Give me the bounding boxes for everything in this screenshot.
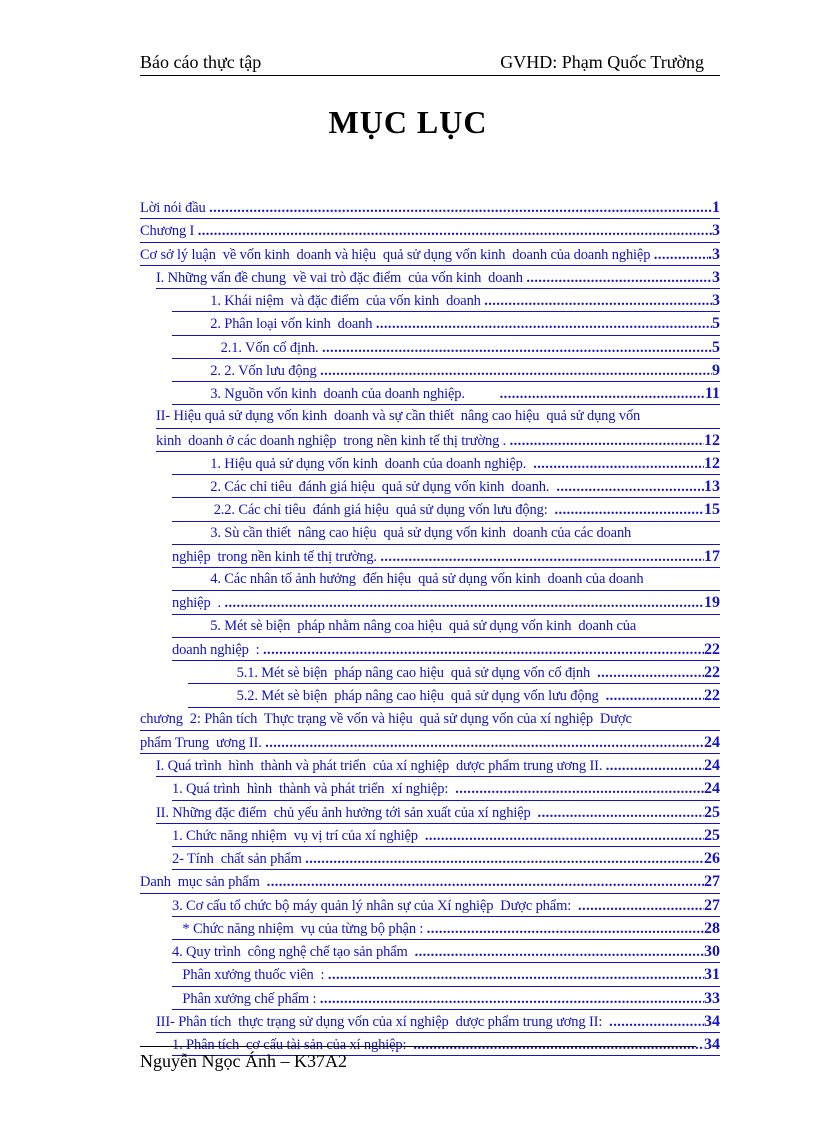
toc-entry[interactable] bbox=[140, 336, 720, 359]
toc-page-number[interactable]: 25 bbox=[704, 826, 720, 844]
toc-entry[interactable] bbox=[140, 824, 720, 847]
toc-entry[interactable] bbox=[140, 731, 720, 754]
toc-entry-label[interactable]: III- Phân tích thực trạng sử dụng vốn của xí nghiệp dược phẩm trung ương II: bbox=[156, 1013, 610, 1030]
toc-page-number[interactable]: 3 bbox=[712, 222, 720, 240]
toc-entry[interactable] bbox=[140, 894, 720, 917]
toc-entry-label[interactable]: Danh mục sản phẩm bbox=[140, 874, 267, 891]
toc-entry-label[interactable]: kinh doanh ở các doanh nghiệp trong nền kinh tế thị trường . bbox=[156, 432, 510, 449]
toc-entry[interactable] bbox=[140, 568, 720, 591]
toc-dot-leader bbox=[328, 964, 704, 987]
toc-entry[interactable] bbox=[140, 289, 720, 312]
toc-dot-leader bbox=[606, 755, 704, 778]
toc-page-number[interactable]: 33 bbox=[704, 989, 720, 1007]
toc-entry[interactable] bbox=[140, 847, 720, 870]
toc-entry-label[interactable]: 5.1. Mét sè biện pháp nâng cao hiệu quả sử dụng vốn cố định bbox=[188, 665, 598, 681]
page-header bbox=[140, 52, 720, 76]
toc-entry-label[interactable]: * Chức năng nhiệm vụ của từng bộ phận : bbox=[172, 920, 427, 937]
toc-entry-label[interactable]: 3. Sù cần thiết nâng cao hiệu quả sử dụng vốn kinh doanh của các doanh bbox=[172, 524, 635, 541]
toc-page-number[interactable]: 9 bbox=[712, 361, 720, 379]
toc-page-number[interactable]: 15 bbox=[704, 501, 720, 519]
toc-entry[interactable] bbox=[140, 312, 720, 335]
toc-entry-label[interactable]: 4. Các nhân tố ảnh hưởng đến hiệu quả sử dụng vốn kinh doanh của doanh bbox=[172, 571, 647, 587]
toc-dot-leader bbox=[198, 220, 712, 243]
toc-dot-leader bbox=[578, 895, 704, 918]
toc-page-number[interactable]: 22 bbox=[704, 640, 720, 658]
toc-dot-leader bbox=[415, 941, 704, 964]
toc-entry[interactable] bbox=[140, 638, 720, 661]
toc-dot-leader bbox=[267, 871, 704, 894]
toc-entry[interactable] bbox=[140, 754, 720, 777]
toc-entry-label[interactable]: doanh nghiệp : bbox=[172, 641, 264, 658]
toc-entry-label[interactable]: nghiệp trong nền kinh tế thị trường. bbox=[172, 548, 381, 565]
toc-dot-leader bbox=[533, 453, 704, 476]
header-divider bbox=[140, 75, 720, 76]
toc-entry[interactable] bbox=[140, 987, 720, 1010]
toc-entry[interactable] bbox=[140, 219, 720, 242]
toc-entry[interactable] bbox=[140, 801, 720, 824]
toc-entry-label[interactable]: 1. Khái niệm và đặc điểm của vốn kinh doanh bbox=[172, 293, 485, 309]
toc-entry-label[interactable]: 2- Tính chất sản phẩm bbox=[172, 851, 306, 867]
toc-entry-label[interactable]: 4. Quy trình công nghệ chế tạo sản phẩm bbox=[172, 944, 415, 960]
toc-entry[interactable] bbox=[140, 429, 720, 452]
toc-dot-leader bbox=[425, 825, 704, 848]
toc-page-number[interactable]: 34 bbox=[704, 1012, 720, 1030]
toc-entry[interactable] bbox=[140, 405, 720, 428]
toc-entry-label[interactable]: Phân xưởng chế phẩm : bbox=[172, 990, 320, 1007]
toc-page-number[interactable]: 11 bbox=[704, 385, 720, 402]
toc-entry-label[interactable]: 2.1. Vốn cố định. bbox=[172, 339, 322, 356]
toc-page-number[interactable]: 22 bbox=[704, 664, 720, 681]
toc-page-number[interactable]: 1 bbox=[712, 199, 720, 216]
toc-page-number[interactable]: 22 bbox=[704, 687, 720, 705]
toc-page-number[interactable]: 3 bbox=[712, 292, 720, 309]
page-footer: Nguyễn Ngọc Ánh – K37A2 bbox=[140, 1051, 347, 1071]
toc-entry[interactable] bbox=[140, 196, 720, 219]
toc-entry[interactable] bbox=[140, 940, 720, 963]
footer-divider bbox=[140, 1046, 696, 1047]
toc-entry-label[interactable]: 5. Mét sè biện pháp nhằm nâng coa hiệu quả sử dụng vốn kinh doanh của bbox=[172, 617, 640, 634]
toc-page-number[interactable]: .3 bbox=[708, 245, 720, 263]
toc-dot-leader bbox=[526, 267, 712, 290]
toc-entry[interactable] bbox=[140, 777, 720, 800]
toc-page-number[interactable]: 12 bbox=[704, 454, 720, 472]
toc-dot-leader bbox=[305, 848, 704, 871]
toc-page-number[interactable]: 5 bbox=[712, 315, 720, 333]
toc-dot-leader bbox=[224, 592, 704, 615]
toc-entry-label[interactable]: 3. Nguồn vốn kinh doanh của doanh nghiệp. bbox=[172, 386, 500, 402]
toc-entry-label[interactable]: 3. Cơ cấu tổ chức bộ máy quản lý nhân sự của Xí nghiệp Dược phẩm: bbox=[172, 897, 579, 914]
toc-dot-leader bbox=[538, 802, 704, 825]
toc-page-number[interactable]: 13 bbox=[704, 478, 720, 495]
toc-entry-label[interactable]: Cơ sở lý luận về vốn kinh doanh và hiệu quả sử dụng vốn kinh doanh của doanh nghiệp bbox=[140, 246, 654, 263]
toc-entry[interactable] bbox=[140, 452, 720, 475]
toc-dot-leader bbox=[209, 197, 712, 220]
toc-page-number[interactable]: 28 bbox=[704, 919, 720, 937]
toc-entry-label[interactable]: I. Những vấn đề chung về vai trò đặc điểm của vốn kinh doanh bbox=[156, 269, 527, 286]
toc-entry[interactable] bbox=[140, 475, 720, 498]
toc-entry[interactable] bbox=[140, 870, 720, 893]
toc-dot-leader bbox=[380, 546, 704, 569]
toc-page-number[interactable]: 24 bbox=[704, 757, 720, 774]
toc-entry[interactable] bbox=[140, 917, 720, 940]
toc-entry[interactable] bbox=[140, 522, 720, 545]
toc-page-number[interactable]: 24 bbox=[704, 780, 720, 798]
toc-dot-leader bbox=[265, 732, 704, 755]
toc-entry-label[interactable]: 1. Phân tích cơ cấu tài sản của xí nghiệp: bbox=[172, 1037, 414, 1053]
toc-dot-leader bbox=[376, 313, 712, 336]
toc-entry-label[interactable]: II. Những đặc điểm chủ yếu ảnh hưởng tới sản xuất của xí nghiệp bbox=[156, 804, 538, 821]
toc-dot-leader bbox=[320, 360, 712, 383]
toc-entry[interactable] bbox=[140, 545, 720, 568]
toc-entry[interactable] bbox=[140, 963, 720, 986]
toc-entry-label[interactable]: chương 2: Phân tích Thực trạng về vốn và hiệu quả sử dụng vốn của xí nghiệp Dược bbox=[140, 710, 636, 727]
toc-dot-leader bbox=[322, 337, 712, 360]
toc-entry[interactable] bbox=[140, 684, 720, 707]
toc-entry-label[interactable]: 2.2. Các chỉ tiêu đánh giá hiệu quả sử dụng vốn lưu động: bbox=[172, 502, 555, 519]
toc-entry[interactable] bbox=[140, 498, 720, 521]
toc-entry-label[interactable]: 1. Chức năng nhiệm vụ vị trí của xí nghiệp bbox=[172, 827, 425, 844]
toc-page-number[interactable]: 19 bbox=[704, 594, 720, 612]
toc-entry-label[interactable]: 2. Các chỉ tiêu đánh giá hiệu quả sử dụng vốn kinh doanh. bbox=[172, 479, 557, 495]
toc-entry[interactable] bbox=[140, 591, 720, 614]
toc-page-number[interactable]: 5 bbox=[712, 338, 720, 356]
toc-page-number[interactable]: 3 bbox=[712, 268, 720, 286]
toc-dot-leader bbox=[555, 499, 704, 522]
toc-dot-leader bbox=[263, 639, 704, 662]
toc-page-number[interactable]: 31 bbox=[704, 966, 720, 984]
toc-page-number[interactable]: 25 bbox=[704, 803, 720, 821]
page-title: MỤC LỤC bbox=[328, 104, 488, 140]
toc-entry[interactable] bbox=[140, 382, 720, 405]
header-supervisor: GVHD: Phạm Quốc Trường bbox=[500, 52, 704, 72]
toc-page-number[interactable]: 34 bbox=[704, 1036, 720, 1053]
toc-page-number[interactable]: 30 bbox=[704, 943, 720, 960]
toc-entry-label[interactable]: phẩm Trung ương II. bbox=[140, 734, 266, 751]
toc-entry-label[interactable]: 5.2. Mét sè biện pháp nâng cao hiệu quả sử dụng vốn lưu động bbox=[188, 688, 606, 705]
toc-entry-label[interactable]: 2. Phân loại vốn kinh doanh bbox=[172, 316, 376, 333]
toc-entry[interactable] bbox=[140, 615, 720, 638]
toc-page-number[interactable]: 27 bbox=[704, 896, 720, 914]
toc-entry[interactable] bbox=[140, 359, 720, 382]
toc-page-number[interactable]: 26 bbox=[704, 850, 720, 867]
header-report-title: Báo cáo thực tập bbox=[140, 52, 262, 72]
toc-dot-leader bbox=[484, 290, 712, 313]
toc-dot-leader bbox=[427, 918, 704, 941]
toc-dot-leader bbox=[510, 430, 704, 453]
toc-entry[interactable] bbox=[140, 708, 720, 731]
toc-page-number[interactable]: 24 bbox=[704, 733, 720, 751]
toc-entry-label[interactable]: 2. 2. Vốn lưu động bbox=[172, 362, 321, 379]
toc-entry[interactable] bbox=[140, 243, 720, 266]
toc-dot-leader bbox=[606, 685, 704, 708]
toc-dot-leader bbox=[654, 244, 708, 267]
toc-page-number[interactable]: 27 bbox=[704, 873, 720, 891]
toc-page-number[interactable]: 17 bbox=[704, 547, 720, 565]
toc-entry[interactable] bbox=[140, 1010, 720, 1033]
toc-dot-leader bbox=[455, 778, 704, 801]
toc-dot-leader bbox=[609, 1011, 704, 1034]
toc-dot-leader bbox=[556, 476, 704, 499]
toc-dot-leader bbox=[320, 988, 704, 1011]
toc-entry[interactable] bbox=[140, 661, 720, 684]
toc-entry[interactable] bbox=[140, 266, 720, 289]
toc-entry-label[interactable]: II- Hiệu quả sử dụng vốn kinh doanh và sự cần thiết nâng cao hiệu quả sử dụng vốn bbox=[156, 408, 644, 425]
toc-entry-label[interactable]: Lời nói đầu bbox=[140, 200, 210, 216]
toc-dot-leader bbox=[500, 383, 705, 406]
toc-page-number[interactable]: 12 bbox=[704, 431, 720, 449]
toc-entry-label[interactable]: nghiệp . bbox=[172, 595, 225, 612]
toc-entry-label[interactable]: I. Quá trình hình thành và phát triển của xí nghiệp dược phẩm trung ương II. bbox=[156, 758, 606, 774]
toc-entry-label[interactable]: Chương I bbox=[140, 223, 198, 240]
toc-entry-label[interactable]: 1. Quá trình hình thành và phát triển xí nghiệp: bbox=[172, 781, 456, 798]
toc-entry-label[interactable]: 1. Hiệu quả sử dụng vốn kinh doanh của doanh nghiệp. bbox=[172, 455, 534, 472]
toc-entry-label[interactable]: Phân xưởng thuốc viên : bbox=[172, 967, 328, 984]
toc-dot-leader bbox=[597, 662, 704, 685]
table-of-contents bbox=[140, 196, 720, 1056]
